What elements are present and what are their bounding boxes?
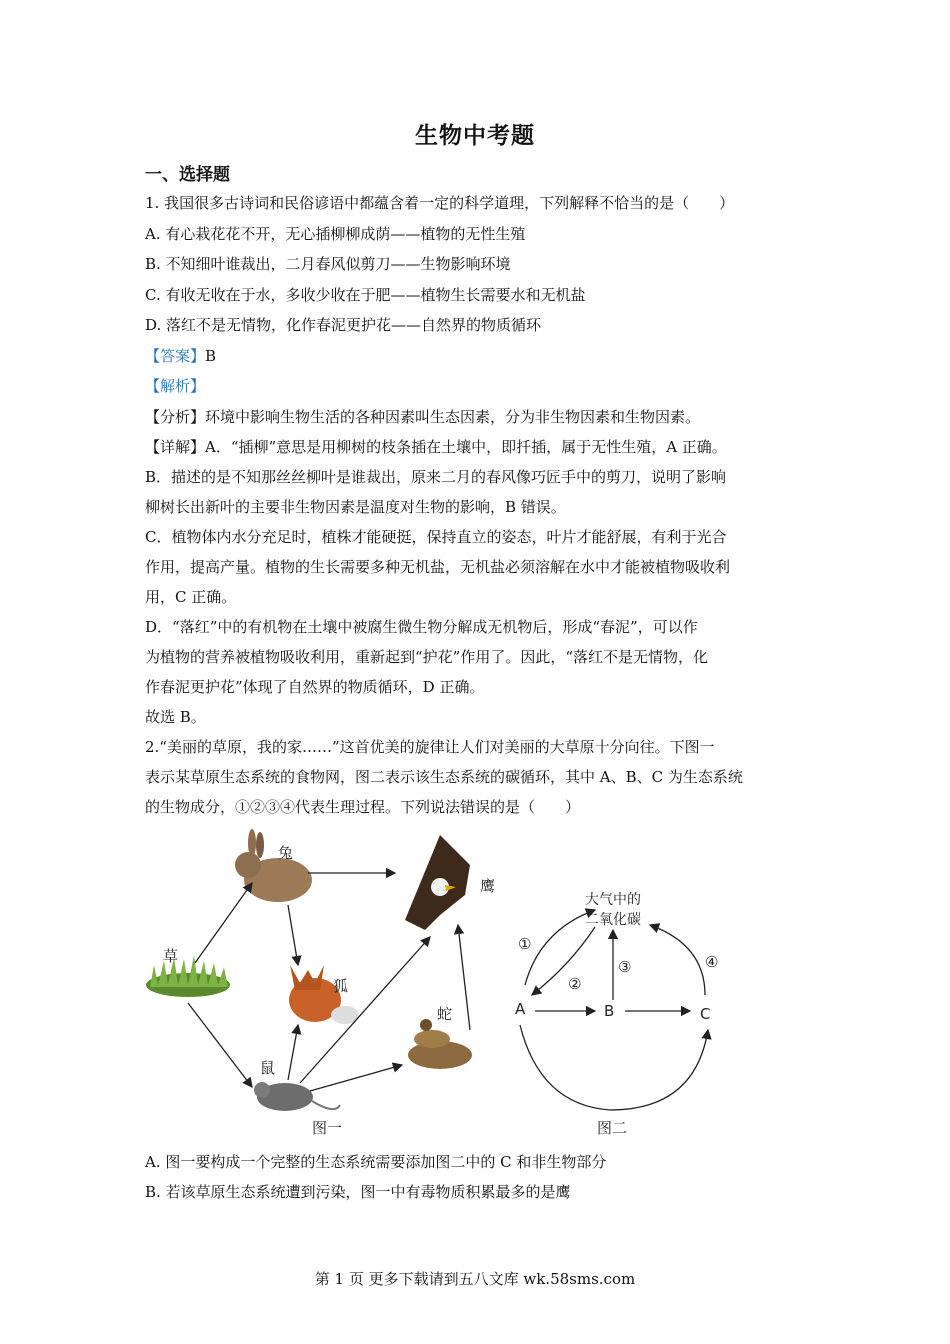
q2-stem-line: 表示某草原生态系统的食物网，图二表示该生态系统的碳循环，其中 A、B、C 为生态系统 (145, 768, 743, 786)
q1-detail-line (145, 437, 727, 457)
q1-option-d: D. 落红不是无情物，化作春泥更护花——自然界的物质循环 (145, 316, 542, 334)
label-mouse: 鼠 (260, 1059, 276, 1077)
fenxi-tag: 【分析】 (145, 408, 206, 426)
label-co2-line2: 二氧化碳 (585, 912, 641, 928)
q1-detail-line: 为植物的营养被植物吸收利用，重新起到“护花”作用了。因此，“落红不是无情物，化 (145, 648, 709, 666)
q2-stem-line: 2.“美丽的草原，我的家……”这首优美的旋律让人们对美丽的大草原十分向往。下图一 (145, 738, 715, 756)
page-title: 生物中考题 (415, 122, 535, 149)
label-grass: 草 (163, 947, 179, 965)
figure1-caption: 图一 (312, 1119, 343, 1137)
detail-text: A．“插柳”意思是用柳树的枝条插在土壤中，即扦插，属于无性生殖，A 正确。 (205, 438, 727, 456)
q1-option-c: C. 有收无收在于水，多收少收在于肥——植物生长需要水和无机盐 (145, 286, 586, 304)
q1-option-b: B. 不知细叶谁裁出，二月春风似剪刀——生物影响环境 (145, 255, 511, 273)
process-1: ① (518, 935, 532, 953)
q2-option-a: A. 图一要构成一个完整的生态系统需要添加图二中的 C 和非生物部分 (145, 1153, 607, 1171)
label-co2-line1: 大气中的 (585, 892, 641, 908)
figure2-caption: 图二 (597, 1119, 628, 1137)
label-snake: 蛇 (437, 1005, 453, 1023)
fox-illustration (289, 965, 359, 1024)
answer-value: B (205, 347, 217, 365)
label-eagle: 鹰 (480, 877, 496, 895)
node-a: A (515, 1000, 526, 1018)
q2-stem-line: 的生物成分，①②③④代表生理过程。下列说法错误的是（ ） (145, 798, 581, 816)
q1-detail-line: C．植物体内水分充足时，植株才能硬挺，保持直立的姿态，叶片才能舒展，有利于光合 (145, 528, 727, 546)
snake-illustration (408, 1019, 472, 1069)
node-c: C (700, 1005, 711, 1023)
label-rabbit: 兔 (278, 844, 294, 862)
process-2: ② (568, 975, 582, 993)
figure-drawing (140, 825, 740, 1145)
q1-conclusion: 故选 B。 (145, 708, 206, 726)
process-3: ③ (618, 958, 632, 976)
grass-illustration (146, 955, 230, 997)
q1-answer (145, 346, 216, 366)
q1-detail-line: D．“落红”中的有机物在土壤中被腐生微生物分解成无机物后，形成“春泥”，可以作 (145, 618, 698, 636)
q2-figure (140, 825, 740, 1145)
q1-detail-line: 柳树长出新叶的主要非生物因素是温度对生物的影响，B 错误。 (145, 498, 566, 516)
q1-detail-line: 作春泥更护花”体现了自然界的物质循环，D 正确。 (145, 678, 485, 696)
q2-option-b: B. 若该草原生态系统遭到污染，图一中有毒物质积累最多的是鹰 (145, 1183, 571, 1201)
process-4: ④ (705, 953, 719, 971)
xiangjie-tag: 【详解】 (145, 438, 206, 456)
page-footer: 第 1 页 更多下载请到五八文库 wk.58sms.com (314, 1270, 636, 1288)
q1-fenxi (145, 407, 700, 427)
q1-detail-line: B．描述的是不知那丝丝柳叶是谁裁出，原来二月的春风像巧匠手中的剪刀，说明了影响 (145, 468, 727, 486)
fenxi-text: 环境中影响生物生活的各种因素叫生态因素，分为非生物因素和生物因素。 (205, 408, 701, 426)
q1-stem: 1. 我国很多古诗词和民俗谚语中都蕴含着一定的科学道理，下列解释不恰当的是（ ） (145, 194, 735, 212)
q1-option-a: A. 有心栽花花不开，无心插柳柳成荫——植物的无性生殖 (145, 225, 526, 243)
section-heading: 一、选择题 (145, 165, 230, 185)
node-b: B (604, 1002, 615, 1020)
analysis-tag: 【解析】 (145, 377, 206, 395)
answer-tag: 【答案】 (145, 347, 206, 365)
label-fox: 狐 (333, 977, 349, 995)
q1-detail-line: 作用，提高产量。植物的生长需要多种无机盐，无机盐必须溶解在水中才能被植物吸收利 (145, 558, 731, 576)
q1-analysis-heading (145, 376, 205, 396)
eagle-illustration (405, 835, 470, 930)
q1-detail-line: 用，C 正确。 (145, 588, 237, 606)
